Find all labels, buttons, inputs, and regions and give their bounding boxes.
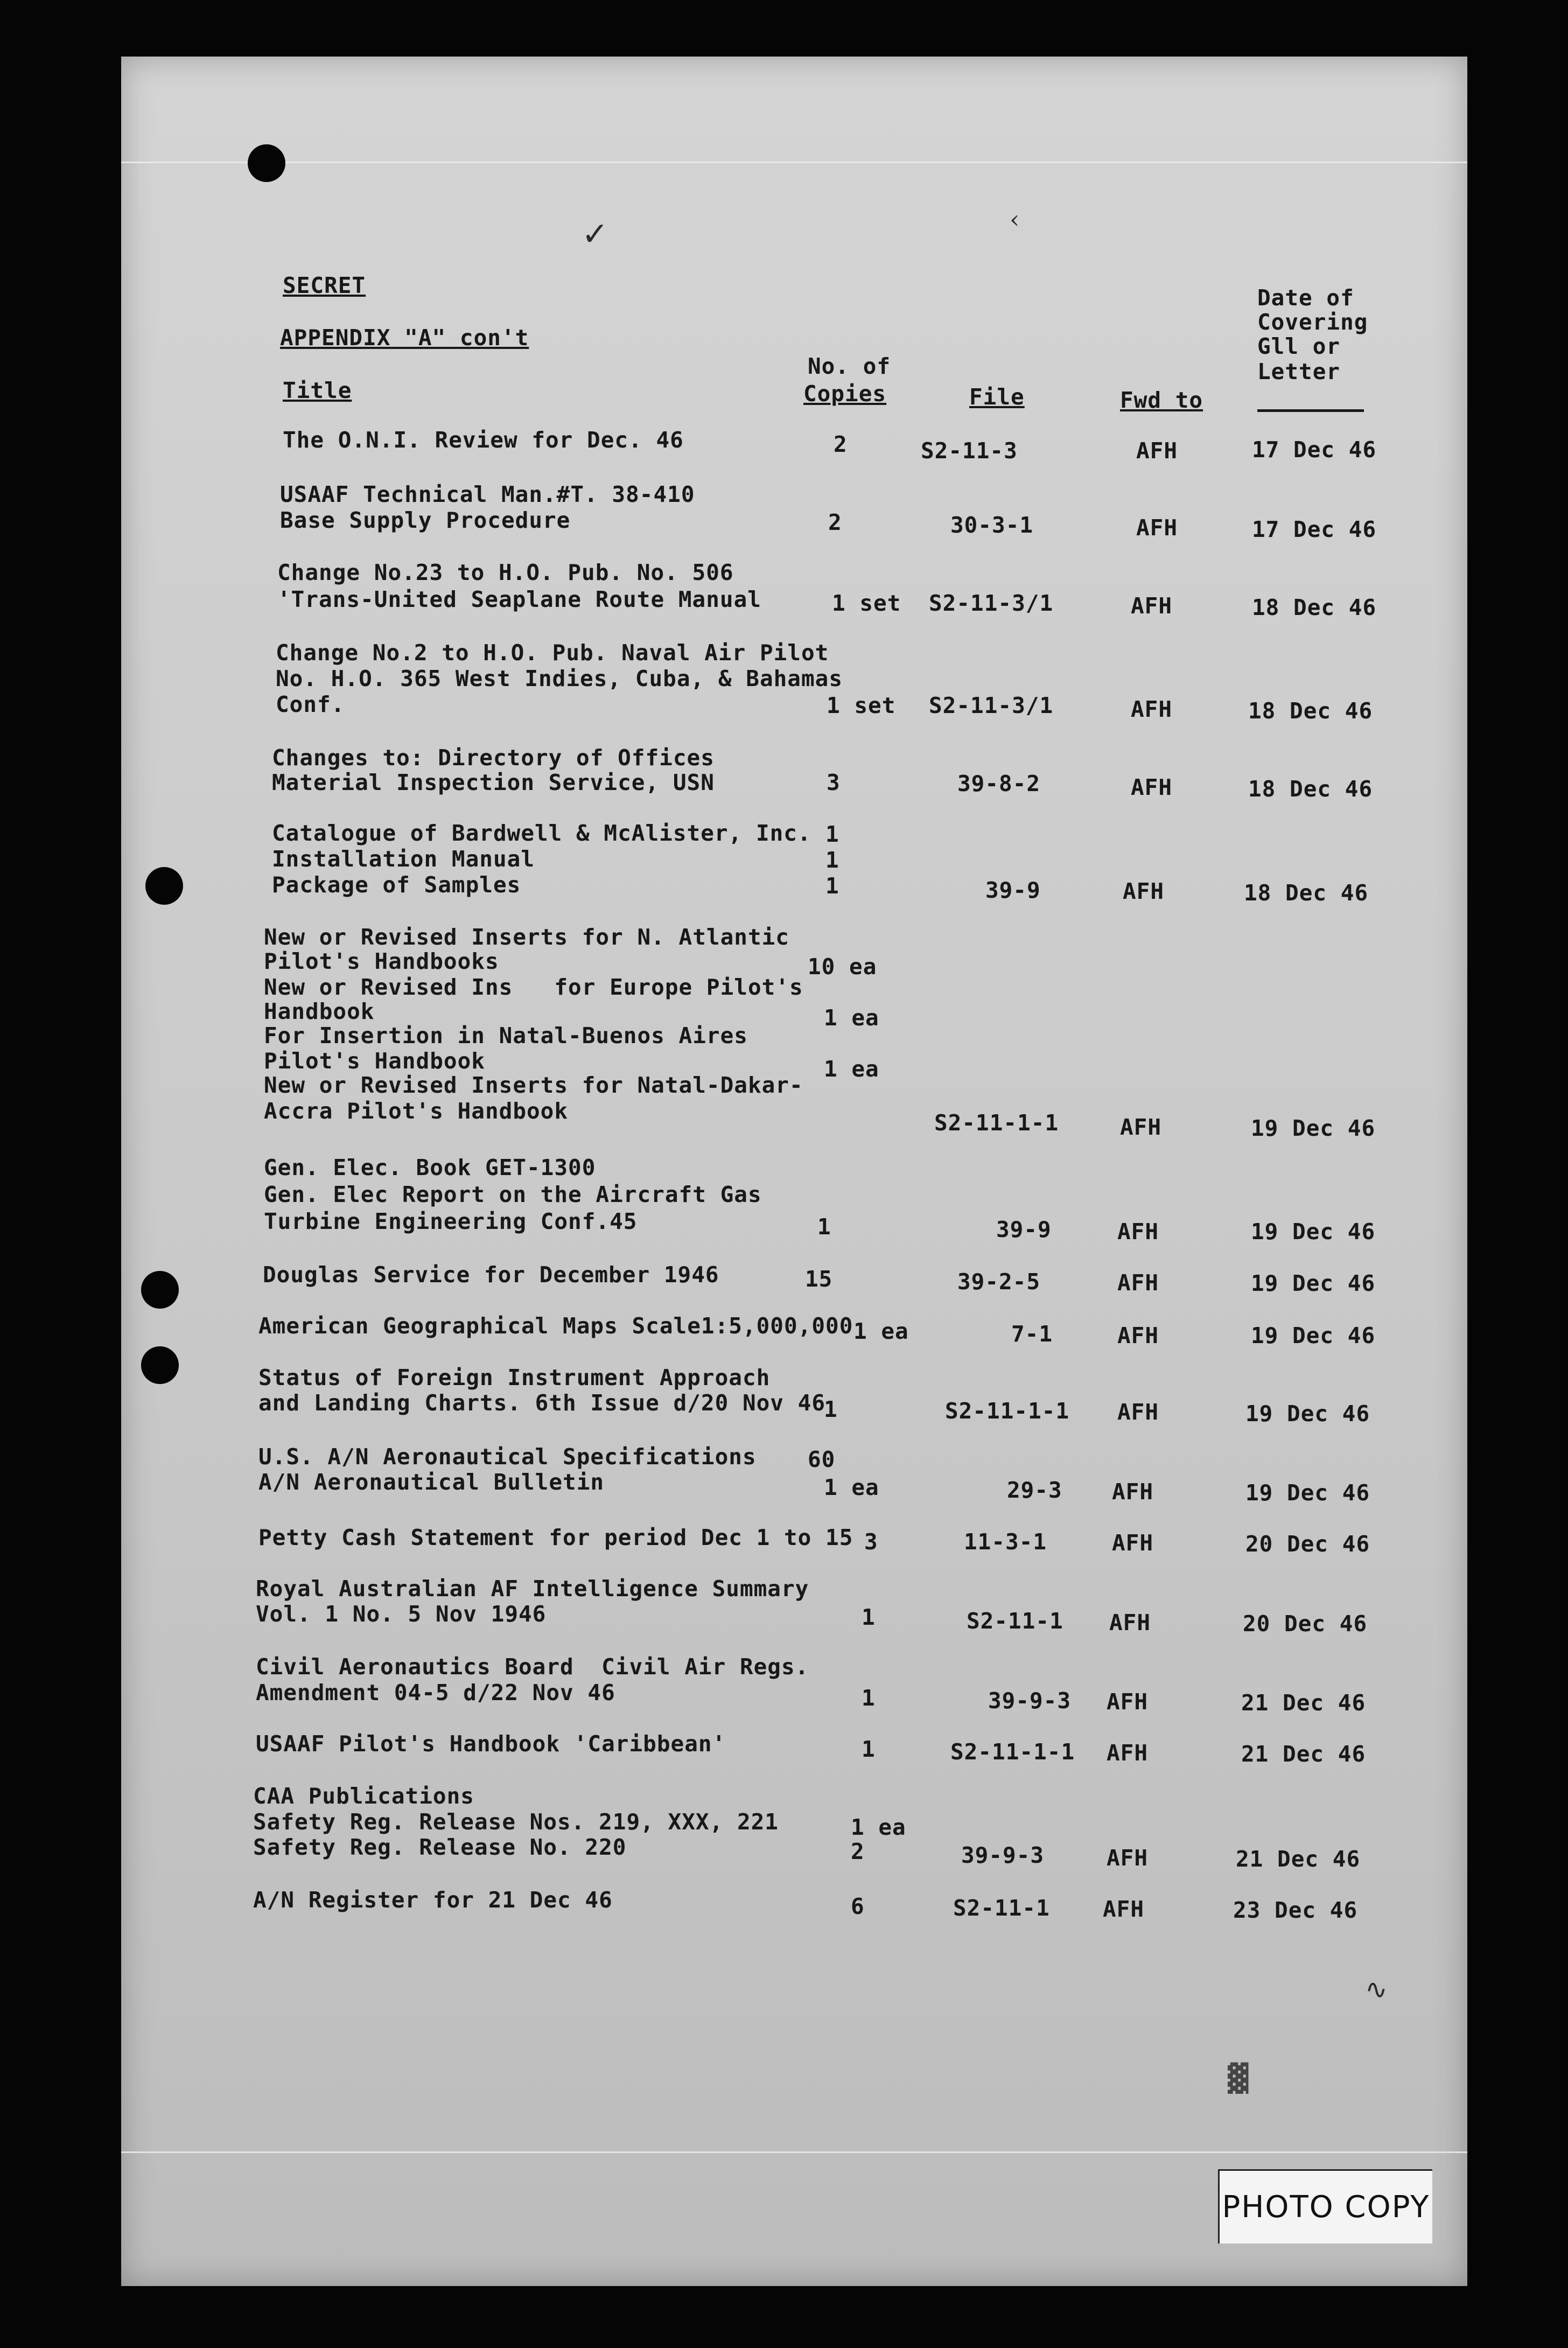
entry-forwarded-to: AFH: [1131, 593, 1173, 619]
entry-forwarded-to: AFH: [1136, 515, 1178, 541]
handwritten-squiggle-icon: ∿: [1365, 1974, 1388, 2005]
entry-forwarded-to: AFH: [1107, 1740, 1149, 1766]
entry-title: 'Trans-United Seaplane Route Manual: [277, 586, 761, 612]
entry-date: 18 Dec 46: [1248, 698, 1373, 724]
entry-forwarded-to: AFH: [1117, 1270, 1159, 1296]
classification-heading: SECRET: [283, 272, 366, 298]
entry-file: 39-8-2: [957, 771, 1041, 796]
entry-copies: 1 set: [827, 693, 896, 718]
entry-title: Royal Australian AF Intelligence Summary: [256, 1576, 809, 1602]
entry-date: 17 Dec 46: [1252, 437, 1377, 463]
entry-forwarded-to: AFH: [1131, 774, 1173, 800]
entry-forwarded-to: AFH: [1117, 1399, 1159, 1425]
entry-copies: 1: [862, 1685, 876, 1711]
entry-copies: 2: [828, 509, 842, 535]
entry-file: S2-11-3: [921, 438, 1018, 464]
entry-title: Vol. 1 No. 5 Nov 1946: [256, 1601, 547, 1627]
entry-title: Pilot's Handbooks: [264, 948, 499, 974]
entry-date: 17 Dec 46: [1252, 516, 1377, 542]
entry-date: 20 Dec 46: [1243, 1611, 1368, 1637]
entry-file: S2-11-1-1: [950, 1739, 1075, 1765]
entry-title: Conf.: [276, 691, 345, 717]
date-column-rule: [1257, 409, 1364, 412]
entry-copies: 1 ea: [851, 1814, 906, 1840]
entry-title: New or Revised Inserts for N. Atlantic: [264, 924, 789, 950]
entry-title: The O.N.I. Review for Dec. 46: [283, 427, 684, 453]
entry-copies: 15: [805, 1266, 833, 1292]
entry-file: S2-11-3/1: [929, 590, 1054, 616]
entry-copies: 10 ea: [808, 954, 877, 980]
punch-hole: [141, 1271, 179, 1309]
entry-title: USAAF Pilot's Handbook 'Caribbean': [256, 1731, 726, 1757]
entry-date: 18 Dec 46: [1248, 776, 1373, 802]
entry-title: Change No.2 to H.O. Pub. Naval Air Pilot: [276, 640, 829, 666]
entry-forwarded-to: AFH: [1103, 1896, 1145, 1922]
entry-title: No. H.O. 365 West Indies, Cuba, & Bahamas: [276, 666, 843, 691]
entry-copies: 1 ea: [824, 1005, 879, 1031]
entry-forwarded-to: AFH: [1117, 1219, 1159, 1245]
entry-file: 39-9: [996, 1217, 1052, 1242]
entry-title: Base Supply Procedure: [280, 507, 571, 533]
entry-title: For Insertion in Natal-Buenos Aires: [264, 1023, 748, 1049]
appendix-heading: APPENDIX "A" con't: [280, 325, 529, 351]
entry-forwarded-to: AFH: [1117, 1323, 1159, 1348]
entry-forwarded-to: AFH: [1107, 1689, 1149, 1715]
entry-copies: 6: [851, 1893, 865, 1919]
entry-title: Gen. Elec. Book GET-1300: [264, 1155, 596, 1180]
entry-title: and Landing Charts. 6th Issue d/20 Nov 46: [258, 1390, 826, 1416]
entry-file: S2-11-1: [967, 1608, 1063, 1634]
entry-copies: 1 ea: [824, 1475, 879, 1500]
entry-file: 39-9-3: [961, 1842, 1045, 1868]
entry-title: Material Inspection Service, USN: [272, 770, 715, 795]
column-header-date-line3: Gll or: [1257, 333, 1341, 359]
entry-date: 19 Dec 46: [1251, 1115, 1376, 1141]
entry-title: Douglas Service for December 1946: [263, 1262, 719, 1288]
photocopy-stamp: PHOTO COPY: [1218, 2169, 1432, 2244]
column-header-fwd-to: Fwd to: [1120, 387, 1203, 413]
entry-title: Petty Cash Statement for period Dec 1 to 15: [258, 1525, 853, 1550]
entry-date: 19 Dec 46: [1245, 1401, 1370, 1427]
entry-file: 39-9-3: [988, 1688, 1072, 1714]
entry-title: Gen. Elec Report on the Aircraft Gas: [264, 1182, 762, 1207]
punch-hole: [248, 144, 285, 182]
ink-smudge-icon: ▓: [1228, 2063, 1249, 2094]
entry-file: S2-11-1-1: [945, 1398, 1070, 1424]
entry-copies: 1 ea: [824, 1056, 879, 1082]
entry-file: S2-11-1-1: [934, 1110, 1059, 1136]
entry-file: 7-1: [1011, 1321, 1053, 1347]
entry-title: A/N Register for 21 Dec 46: [253, 1887, 613, 1913]
entry-file: 39-2-5: [957, 1269, 1041, 1295]
entry-file: 39-9: [985, 877, 1041, 903]
entry-forwarded-to: AFH: [1136, 438, 1178, 464]
entry-date: 19 Dec 46: [1251, 1270, 1376, 1296]
entry-date: 21 Dec 46: [1236, 1846, 1361, 1872]
entry-title: Pilot's Handbook: [264, 1048, 485, 1074]
entry-copies: 1 set: [832, 590, 901, 616]
entry-date: 18 Dec 46: [1244, 880, 1369, 906]
entry-title: Package of Samples: [272, 872, 521, 898]
entry-title: Amendment 04-5 d/22 Nov 46: [256, 1680, 615, 1706]
entry-title: CAA Publications: [253, 1783, 474, 1809]
column-header-title: Title: [283, 378, 352, 403]
entry-copies: 60: [808, 1446, 836, 1472]
entry-file: 11-3-1: [964, 1529, 1047, 1555]
entry-copies: 1: [824, 1396, 838, 1422]
entry-copies: 3: [864, 1529, 878, 1555]
punch-hole: [141, 1346, 179, 1384]
entry-title: Civil Aeronautics Board Civil Air Regs.: [256, 1654, 809, 1680]
column-header-copies-line1: No. of: [808, 353, 891, 379]
entry-date: 19 Dec 46: [1251, 1323, 1376, 1348]
entry-date: 19 Dec 46: [1245, 1480, 1370, 1506]
page-fold-line: [121, 2151, 1467, 2153]
entry-title: U.S. A/N Aeronautical Specifications: [258, 1444, 757, 1470]
entry-date: 18 Dec 46: [1252, 595, 1377, 620]
entry-file: S2-11-3/1: [929, 693, 1054, 718]
entry-forwarded-to: AFH: [1131, 696, 1173, 722]
entry-date: 21 Dec 46: [1241, 1690, 1366, 1716]
column-header-file: File: [969, 384, 1025, 410]
entry-copies: 2: [834, 431, 848, 457]
entry-file: 29-3: [1007, 1477, 1062, 1503]
entry-copies: 3: [827, 770, 841, 795]
entry-copies: 1: [862, 1736, 876, 1762]
entry-title: A/N Aeronautical Bulletin: [258, 1469, 605, 1495]
entry-forwarded-to: AFH: [1109, 1610, 1151, 1636]
entry-title: Change No.23 to H.O. Pub. No. 506: [277, 560, 734, 585]
column-header-date-line4: Letter: [1257, 359, 1341, 385]
entry-forwarded-to: AFH: [1112, 1530, 1154, 1556]
entry-forwarded-to: AFH: [1123, 878, 1165, 904]
entry-title: Status of Foreign Instrument Approach: [258, 1365, 771, 1390]
entry-title: New or Revised Inserts for Natal-Dakar-: [264, 1072, 803, 1098]
punch-hole: [145, 867, 183, 905]
page-fold-line: [121, 162, 1467, 163]
entry-title: American Geographical Maps Scale1:5,000,000: [258, 1313, 853, 1339]
entry-title: USAAF Technical Man.#T. 38-410: [280, 481, 695, 507]
entry-copies: 2: [851, 1839, 865, 1864]
entry-title: Changes to: Directory of Offices: [272, 745, 715, 771]
column-header-date-line2: Covering: [1257, 309, 1368, 335]
handwritten-checkmark-icon: ✓: [582, 215, 609, 253]
entry-title: Accra Pilot's Handbook: [264, 1098, 569, 1124]
entry-date: 23 Dec 46: [1233, 1897, 1358, 1923]
entry-file: 30-3-1: [950, 512, 1034, 538]
column-header-date-line1: Date of: [1257, 285, 1354, 311]
entry-title: Safety Reg. Release No. 220: [253, 1834, 627, 1860]
entry-date: 21 Dec 46: [1241, 1741, 1366, 1767]
entry-title: Handbook: [264, 998, 375, 1024]
handwritten-tick-icon: ‹: [1010, 205, 1020, 234]
entry-copies: 1: [825, 873, 839, 899]
entry-title: Turbine Engineering Conf.45: [264, 1208, 638, 1234]
entry-copies: 1: [817, 1214, 831, 1240]
column-header-copies-line2: Copies: [803, 381, 887, 407]
entry-copies: 1: [825, 821, 839, 847]
entry-file: S2-11-1: [953, 1895, 1050, 1921]
entry-title: Installation Manual: [272, 846, 535, 872]
entry-forwarded-to: AFH: [1112, 1479, 1154, 1505]
entry-title: Safety Reg. Release Nos. 219, XXX, 221: [253, 1809, 779, 1835]
entry-title: New or Revised Ins for Europe Pilot's: [264, 974, 803, 1000]
entry-date: 20 Dec 46: [1245, 1531, 1370, 1557]
entry-forwarded-to: AFH: [1107, 1845, 1149, 1871]
entry-copies: 1 ea: [853, 1318, 909, 1344]
entry-copies: 1: [825, 847, 839, 873]
entry-title: Catalogue of Bardwell & McAlister, Inc.: [272, 820, 811, 846]
entry-copies: 1: [862, 1604, 876, 1630]
entry-forwarded-to: AFH: [1120, 1114, 1162, 1140]
entry-date: 19 Dec 46: [1251, 1219, 1376, 1245]
